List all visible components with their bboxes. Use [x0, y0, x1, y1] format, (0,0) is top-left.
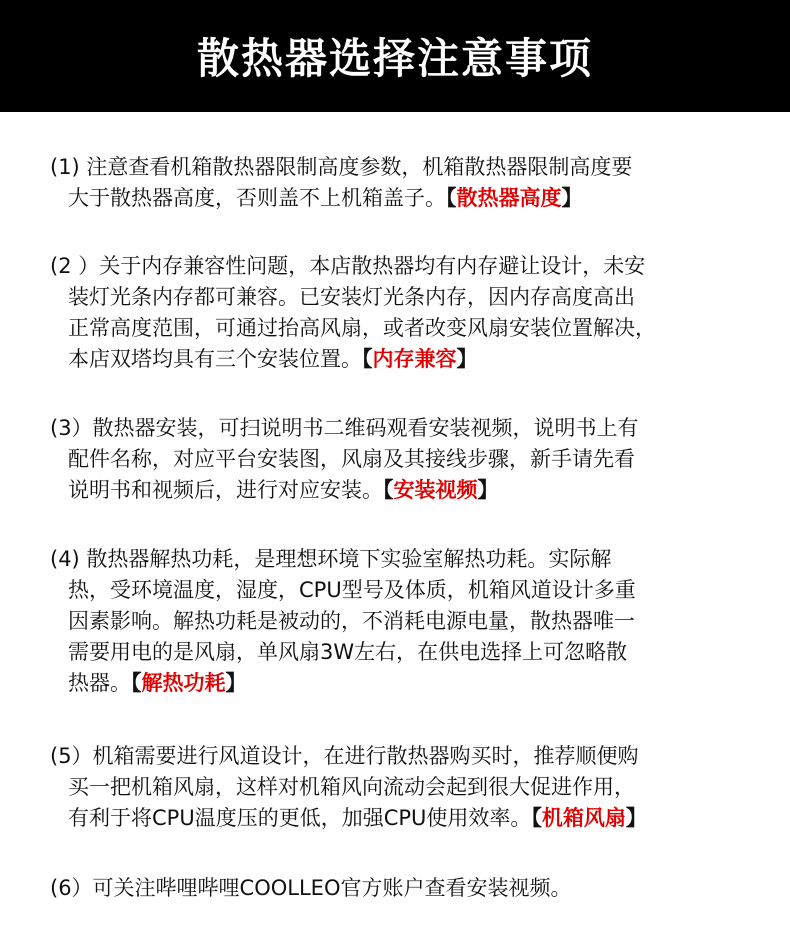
- note-line: (3）散热器安装，可扫说明书二维码观看安装视频，说明书上有: [50, 416, 639, 440]
- note-text: 本店双塔均具有三个安装位置。: [68, 347, 362, 371]
- highlight-tag: 【安装视频】: [383, 478, 499, 502]
- highlight-tag-text: 解热功耗: [141, 671, 226, 695]
- note-line: (1) 注意查看机箱散热器限制高度参数，机箱散热器限制高度要: [50, 155, 633, 179]
- note-line: 配件名称，对应平台安装图，风扇及其接线步骤，新手请先看: [68, 447, 635, 471]
- highlight-tag: 【解热功耗】: [131, 671, 247, 695]
- highlight-tag: 【机箱风扇】: [531, 806, 647, 830]
- note-line: 需要用电的是风扇，单风扇3W左右，在供电选择上可忽略散: [68, 640, 628, 664]
- note-text: 说明书和视频后，进行对应安装。: [68, 478, 383, 502]
- note-line: 因素影响。解热功耗是被动的，不消耗电源电量，散热器唯一: [68, 609, 635, 633]
- highlight-tag-text: 内存兼容: [372, 347, 457, 371]
- page-title: 散热器选择注意事项: [196, 34, 593, 83]
- note-text: 热器。: [68, 671, 131, 695]
- note-line-with-tag: [50, 475, 740, 506]
- note-item-6: [50, 873, 740, 904]
- note-line-with-tag: [50, 668, 740, 699]
- note-line-with-tag: [50, 803, 740, 834]
- note-item-3: [50, 413, 740, 506]
- note-line: (5）机箱需要进行风道设计，在进行散热器购买时，推荐顺便购: [50, 744, 639, 768]
- header-banner: [0, 0, 790, 112]
- note-line: 买一把机箱风扇，这样对机箱风向流动会起到很大促进作用，: [68, 775, 635, 799]
- note-line: (4) 散热器解热功耗，是理想环境下实验室解热功耗。实际解: [50, 547, 612, 571]
- highlight-tag-text: 机箱风扇: [541, 806, 626, 830]
- note-item-5: [50, 741, 740, 834]
- note-item-2: [50, 251, 740, 375]
- highlight-tag: 【散热器高度】: [446, 186, 583, 210]
- note-line-with-tag: [50, 183, 740, 214]
- note-line: (6）可关注哔哩哔哩COOLLEO官方账户查看安装视频。: [50, 876, 572, 900]
- note-text: 大于散热器高度，否则盖不上机箱盖子。: [68, 186, 446, 210]
- note-line: 装灯光条内存都可兼容。已安装灯光条内存，因内存高度高出: [68, 285, 635, 309]
- highlight-tag-text: 安装视频: [393, 478, 478, 502]
- note-item-1: [50, 152, 740, 214]
- note-line: 正常高度范围，可通过抬高风扇，或者改变风扇安装位置解决，: [68, 316, 656, 340]
- note-line: (2 ）关于内存兼容性问题，本店散热器均有内存避让设计，未安: [50, 254, 646, 278]
- note-line-with-tag: [50, 344, 740, 375]
- note-line: 热，受环境温度，湿度，CPU型号及体质，机箱风道设计多重: [68, 578, 636, 602]
- highlight-tag: 【内存兼容】: [362, 347, 478, 371]
- note-item-4: [50, 544, 740, 699]
- highlight-tag-text: 散热器高度: [456, 186, 562, 210]
- note-text: 有利于将CPU温度压的更低，加强CPU使用效率。: [68, 806, 532, 830]
